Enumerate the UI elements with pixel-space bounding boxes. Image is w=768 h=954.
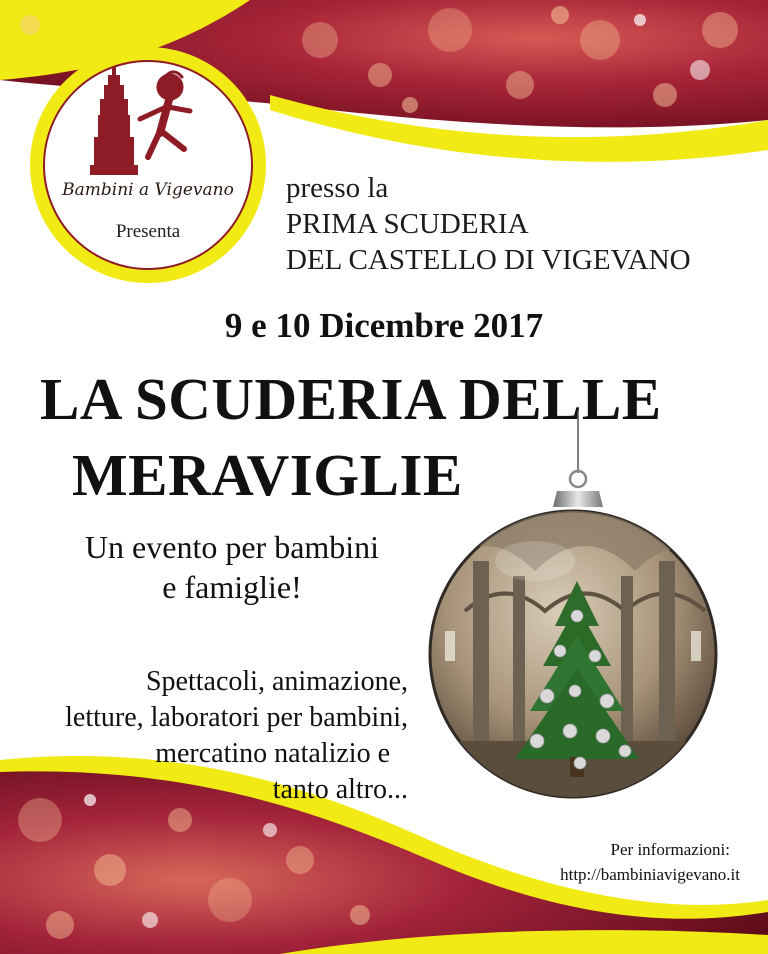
description-line-1: Spettacoli, animazione,	[145, 666, 408, 697]
ornament-hook	[570, 471, 586, 487]
venue-line-2: PRIMA SCUDERIA	[286, 208, 529, 240]
event-title-line-1: LA SCUDERIA DELLE	[40, 366, 662, 432]
event-date: 9 e 10 Dicembre 2017	[224, 306, 544, 345]
subtitle-line-1: Un evento per bambini	[84, 529, 380, 565]
logo-badge	[28, 45, 268, 285]
subtitle-line-2: e famiglie!	[162, 569, 302, 605]
contact-label: Per informazioni:	[610, 840, 730, 859]
ornament-cap	[553, 491, 603, 507]
description-line-4: tanto altro...	[272, 774, 408, 805]
description-line-3: mercatino natalizio e	[155, 738, 390, 769]
venue-line-3: DEL CASTELLO DI VIGEVANO	[286, 244, 691, 276]
event-title-line-2: MERAVIGLIE	[72, 442, 463, 508]
venue-line-1: presso la	[286, 172, 389, 204]
logo-emblem	[28, 45, 268, 285]
contact-url[interactable]: http://bambiniavigevano.it	[560, 865, 740, 884]
logo-name: Bambini a Vigevano	[62, 180, 234, 200]
ornament-ball-image	[425, 411, 725, 811]
description-line-2: letture, laboratori per bambini,	[65, 702, 408, 733]
logo-tagline: Presenta	[115, 221, 181, 242]
